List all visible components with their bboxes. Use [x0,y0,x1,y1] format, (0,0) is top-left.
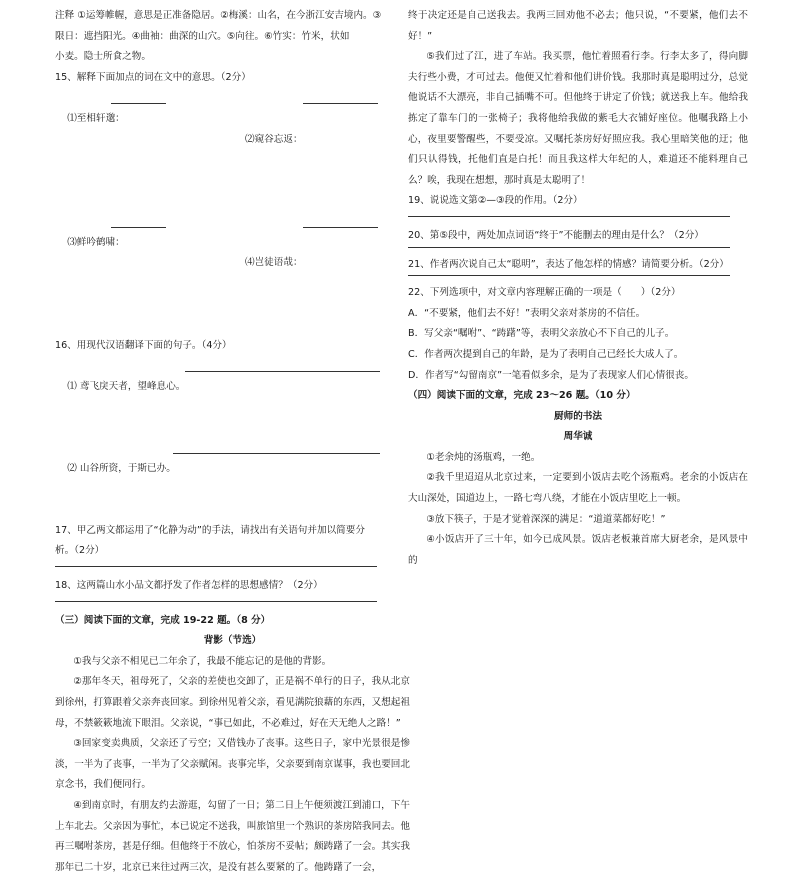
option-a[interactable]: A．“不要紧，他们去不好！”表明父亲对茶房的不信任。 [408,307,646,319]
answer-line[interactable] [303,227,378,228]
answer-line[interactable] [303,103,378,104]
question-16: 16、用现代汉语翻译下面的句子。（4分） [55,339,232,351]
q15-item-3: ⑶鲜吟鹤啸： [67,236,125,248]
article-2-paragraph-3: ③放下筷子，于是才觉着深深的满足：“道道菜都好吃！” [426,513,666,525]
q15-item-4: ⑷岂徒语哉： [245,257,303,269]
q17-answer [55,562,410,576]
question-18: 18、这两篇山水小品文都抒发了作者怎样的思想感情？（2分） [55,580,323,592]
right-column [408,6,748,571]
q15-item-2: ⑵窥谷忘返： [245,133,303,145]
paragraph-continued: 终于决定还是自己送我去。我两三回劝他不必去；他只说，“不要紧，他们去不好！” [408,10,748,42]
q19-answer [408,212,748,226]
answer-line[interactable] [111,103,166,104]
answer-line[interactable] [408,247,730,248]
paragraph-4: ④到南京时，有朋友约去游逛，勾留了一日；第二日上午便须渡江到浦口，下午上车北去。父亲因为事忙，本已说定不送我，叫旅馆里一个熟识的茶房陪我同去。他再三嘱咐茶房，甚是仔细。但他终于不放心，怕茶房不妥帖；颇踌躇了一会。其实我那年已二十岁，北京已来往过两三次，是没有甚么要紧的了。他踌躇了一会， [55,799,410,873]
q16-item-2: ⑵ 山谷所资，于斯已办。 [67,463,176,475]
option-b[interactable]: B．写父亲“嘱咐”、“踌躇”等，表明父亲放心不下自己的儿子。 [408,328,675,340]
left-column [55,6,410,878]
question-17-line-2: 析。（2分） [55,545,105,557]
section-3-heading: （三）阅读下面的文章，完成 19-22 题。（8 分） [55,614,271,626]
question-19: 19、说说选文第②—③段的作用。（2分） [408,195,583,207]
answer-line[interactable] [408,216,730,217]
question-21: 21、作者两次说自己太“聪明”，表达了他怎样的情感？请简要分析。（2分） [408,258,729,270]
answer-line[interactable] [55,566,377,567]
article-2-paragraph-1: ①老余炖的汤瓶鸡，一绝。 [426,451,541,463]
answer-line[interactable] [55,601,377,602]
q15-row-2 [55,212,410,336]
answer-line[interactable] [185,371,380,372]
paragraph-1: ①我与父亲不相见已二年余了，我最不能忘记的是他的背影。 [73,655,332,667]
paragraph-5: ⑤我们过了江，进了车站。我买票，他忙着照看行李。行李太多了，得向脚夫行些小费，才可过去。他便又忙着和他们讲价钱。我那时真是聪明过分，总觉他说话不大漂亮，非自己插嘴不可。但他终于讲定了价钱；就送我上车。他给我拣定了靠车门的一张椅子；我将他给我做的紫毛大衣铺好座位。他嘱我路上小心，夜里要警醒些，不要受凉。又嘱托茶房好好照应我。我心里暗笑他的迂；他们只认得钱，托他们直是白托！而且我这样大年纪的人，难道还不能料理自己么？唉，我现在想想，那时真是太聪明了！ [408,51,748,186]
q21-answer [408,275,748,283]
option-c[interactable]: C．作者两次提到自己的年龄，是为了表明自己已经长大成人了。 [408,348,684,360]
q15-row-1 [55,88,410,212]
answer-line[interactable] [173,453,380,454]
q15-item-1: ⑴至相轩邈： [67,112,125,124]
section-4-heading: （四）阅读下面的文章，完成 23～26 题。（10 分） [408,390,636,402]
question-22: 22、下列选项中，对文章内容理解正确的一项是（ ）（2分） [408,287,681,299]
question-17-line-1: 17、甲乙两文都运用了“化静为动”的手法，请找出有关语句并加以简要分 [55,524,365,536]
paragraph-3: ③回家变卖典质，父亲还了亏空；又借钱办了丧事。这些日子，家中光景很是惨淡，一半为了丧事，一半为了父亲赋闲。丧事完毕，父亲要到南京谋事，我也要回北京念书，我们便同行。 [55,738,410,791]
notes-line-1: 注释 ①运筹帷幄，意思是正准备隐居。②梅溪：山名，在今浙江安吉境内。③ [55,10,382,21]
question-15: 15、解释下面加点的词在文中的意思。（2分） [55,71,251,83]
q20-answer [408,247,748,255]
article-2-paragraph-2: ②我千里迢迢从北京过来，一定要到小饭店去吃个汤瓶鸡。老余的小饭店在大山深处，国道边上，一路七弯八绕，才能在小饭店里吃上一顿。 [408,472,748,505]
answer-line[interactable] [111,227,166,228]
q18-answer [55,597,410,611]
article-2-title: 厨师的书法 [554,410,602,422]
article-title: 背影（节选） [203,635,262,647]
answer-line[interactable] [408,275,730,276]
option-d[interactable]: D．作者写“勾留南京”一笔看似多余，是为了表现家人们心情很丧。 [408,369,694,381]
article-2-author: 周华诚 [563,431,593,443]
article-2-paragraph-4: ④小饭店开了三十年，如今已成风景。饭店老板兼首席大厨老余，是风景中的 [408,534,748,566]
paragraph-2: ②那年冬天，祖母死了，父亲的差使也交卸了，正是祸不单行的日子，我从北京到徐州，打算跟着父亲奔丧回家。到徐州见着父亲，看见满院狼藉的东西，又想起祖母，不禁簌簌地流下眼泪。父亲说，“事已如此，不必难过，好在天无绝人之路！” [55,676,410,729]
q16-item-1-row [55,356,410,438]
q16-item-2-row [55,438,410,520]
q16-item-1: ⑴ 鸢飞戾天者，望峰息心。 [67,380,186,392]
notes-line-3: 小麦。隐士所食之物。 [55,51,151,63]
question-20: 20、第⑤段中，两处加点词语“终于”不能删去的理由是什么？（2分） [408,229,704,241]
notes-line-2: 限日：遮挡阳光。④曲袖：曲深的山穴。⑤向往。⑥竹实：竹米，状如 [55,30,350,42]
